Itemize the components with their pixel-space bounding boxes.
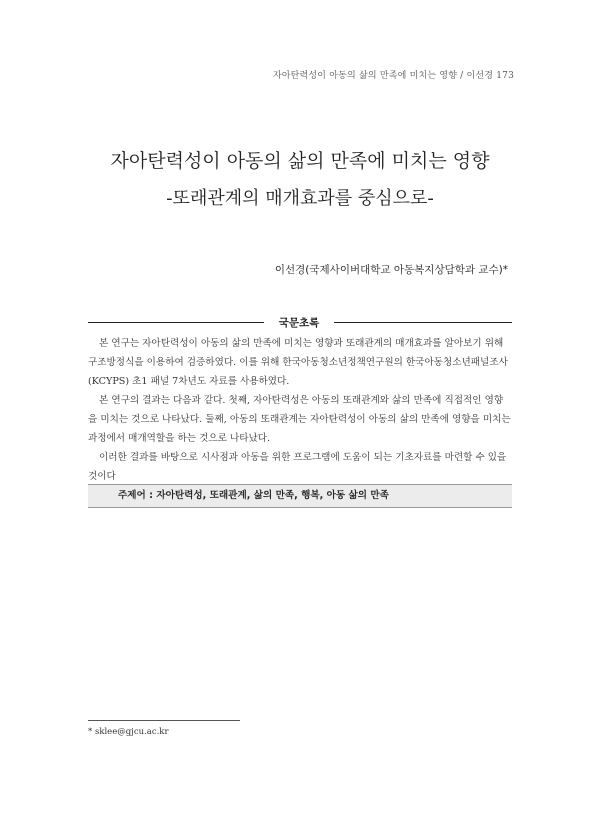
abstract-body <box>88 334 512 486</box>
footnote-email: * sklee@gjcu.ac.kr <box>88 727 169 737</box>
paper-title: 자아탄력성이 아동의 삶의 만족에 미치는 영향 <box>110 150 490 172</box>
abstract-heading: 국문초록 <box>278 317 320 329</box>
abstract-paragraph: 본 연구는 자아탄력성이 아동의 삶의 만족에 미치는 영향과 또래관계의 매개효과를 알아보기 위해 구조방정식을 이용하여 검증하였다. 이를 위해 한국아동청소년정책연구원의 한국아동청소년패널조사(KCYPS) 초1 패널 7차년도 자료를 사용하였다. <box>88 338 508 387</box>
heading-rule-right <box>334 322 512 323</box>
abstract-paragraph: 이러한 결과를 바탕으로 시사점과 아동을 위한 프로그램에 도움이 되는 기초자료를 마련할 수 있을 것이다 <box>88 452 507 482</box>
abstract-heading-row <box>88 316 512 330</box>
abstract-paragraph: 본 연구의 결과는 다음과 같다. 첫째, 자아탄력성은 아동의 또래관계와 삶의 만족에 직접적인 영향을 미치는 것으로 나타났다. 둘째, 아동의 또래관계는 자아탄력성이 아동의 삶의 만족에 영향을 미치는 과정에서 매개역할을 하는 것으로 나타났다. <box>88 395 511 444</box>
heading-rule-left <box>88 322 264 323</box>
footnote-rule <box>88 720 240 721</box>
running-header: 자아탄력성이 아동의 삶의 만족에 미치는 영향 / 이선경 173 <box>272 71 514 81</box>
author-affiliation: 이선경(국제사이버대학교 아동복지상담학과 교수)* <box>274 264 508 276</box>
keywords: 주제어 : 자아탄력성, 또래관계, 삶의 만족, 행복, 아동 삶의 만족 <box>118 490 389 501</box>
keywords-box <box>88 484 512 508</box>
paper-subtitle: -또래관계의 매개효과를 중심으로- <box>166 188 434 209</box>
